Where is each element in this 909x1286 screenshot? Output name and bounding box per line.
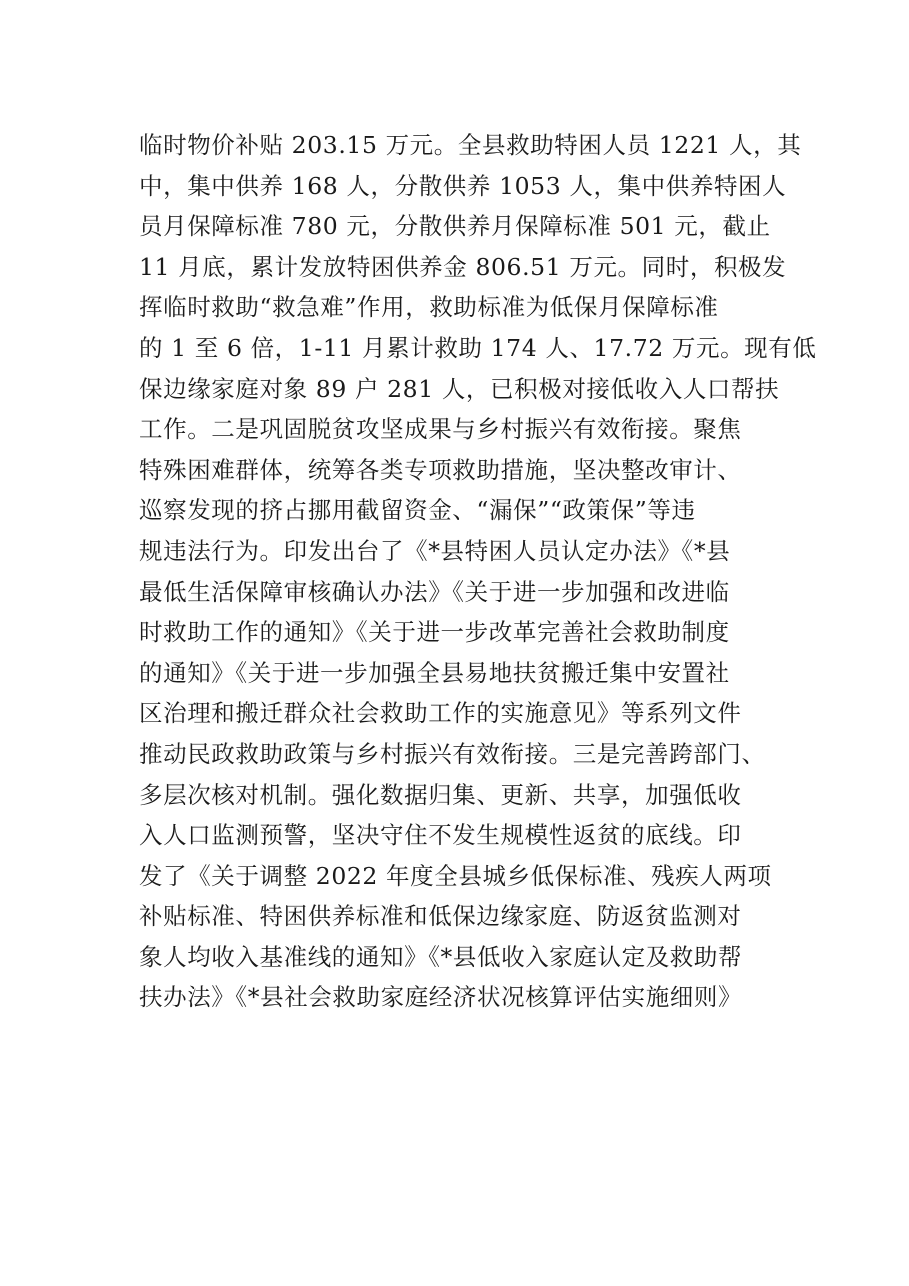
text-line: 象人均收入基准线的通知》《*县低收入家庭认定及救助帮	[139, 942, 743, 971]
text-line: 补贴标准、特困供养标准和低保边缘家庭、防返贫监测对	[139, 902, 742, 931]
text-line: 保边缘家庭对象 89 户 281 人，已积极对接低收入人口帮扶	[139, 374, 780, 403]
text-line: 扶办法》《*县社会救助家庭经济状况核算评估实施细则》	[139, 983, 743, 1012]
text-line: 区治理和搬迁群众社会救助工作的实施意见》等系列文件	[139, 699, 742, 728]
text-line: 推动民政救助政策与乡村振兴有效衔接。三是完善跨部门、	[139, 739, 766, 768]
text-line: 挥临时救助“救急难”作用，救助标准为低保月保障标准	[139, 293, 719, 322]
text-line: 11 月底，累计发放特困供养金 806.51 万元。同时，积极发	[139, 252, 787, 281]
text-line: 工作。二是巩固脱贫攻坚成果与乡村振兴有效衔接。聚焦	[139, 415, 742, 444]
text-line: 临时物价补贴 203.15 万元。全县救助特困人员 1221 人，其	[139, 131, 802, 159]
text-line: 最低生活保障审核确认办法》《关于进一步加强和改进临	[139, 577, 730, 606]
text-line: 多层次核对机制。强化数据归集、更新、共享，加强低收	[139, 780, 742, 809]
text-line: 巡察发现的挤占挪用截留资金、“漏保”“政策保”等违	[139, 496, 696, 525]
text-line: 的 1 至 6 倍，1-11 月累计救助 174 人、17.72 万元。现有低	[139, 333, 817, 362]
text-line: 特殊困难群体，统筹各类专项救助措施，坚决整改审计、	[139, 455, 742, 484]
text-line: 的通知》《关于进一步加强全县易地扶贫搬迁集中安置社	[139, 658, 730, 687]
text-line: 员月保障标准 780 元，分散供养月保障标准 501 元，截止	[139, 212, 771, 241]
text-line: 发了《关于调整 2022 年度全县城乡低保标准、残疾人两项	[139, 861, 772, 890]
body-paragraph	[139, 125, 839, 1018]
text-line: 中，集中供养 168 人，分散供养 1053 人，集中供养特困人	[139, 171, 787, 200]
text-line: 入人口监测预警，坚决守住不发生规模性返贫的底线。印	[139, 821, 742, 850]
text-line: 时救助工作的通知》《关于进一步改革完善社会救助制度	[139, 618, 730, 647]
text-line: 规违法行为。印发出台了《*县特困人员认定办法》《*县	[139, 536, 731, 565]
